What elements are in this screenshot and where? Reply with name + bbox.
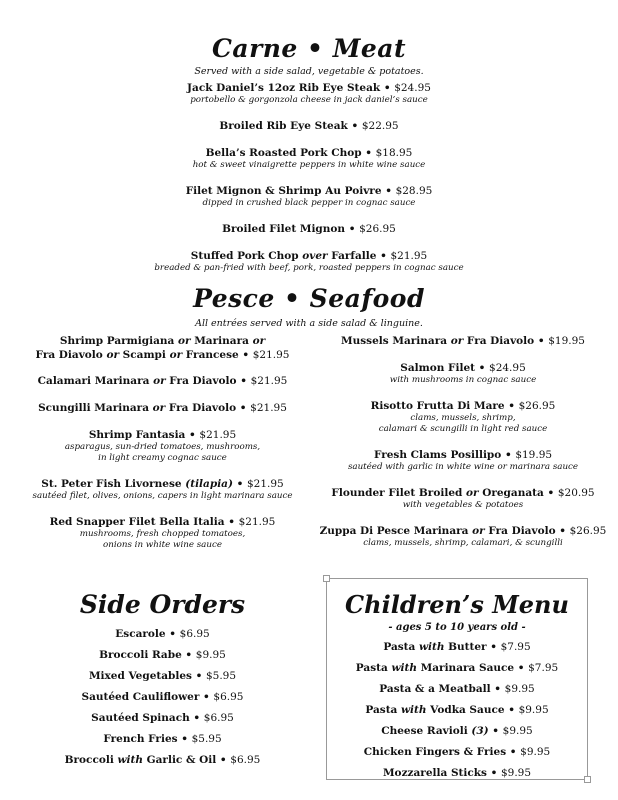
menu-item: Zuppa Di Pesce Marinara or Fra Diavolo • $26.95 clams, mussels, shrimp, calamari, & scungilli: [319, 525, 607, 548]
menu-item: St. Peter Fish Livornese (tilapia) • $21.95 sautéed filet, olives, onions, capers in light marinara sauce: [32, 478, 293, 501]
meat-note: Served with a side salad, vegetable & potatoes.: [194, 66, 424, 77]
menu-item: Broiled Rib Eye Steak • $22.95: [219, 120, 399, 132]
menu-item: Stuffed Pork Chop over Farfalle • $21.95 breaded & pan-fried with beef, pork, roasted peppers in cognac sauce: [154, 250, 464, 273]
menu-item: Flounder Filet Broiled or Oreganata • $20.95 with vegetables & potatoes: [331, 487, 595, 510]
list-item: Broccoli Rabe • $9.95: [99, 649, 226, 661]
list-item: Escarole • $6.95: [115, 628, 210, 640]
menu-item: Jack Daniel’s 12oz Rib Eye Steak • $24.95 portobello & gorgonzola cheese in jack daniel’s sauce: [187, 82, 431, 105]
list-item: Mozzarella Sticks • $9.95: [382, 767, 532, 779]
list-item: Pasta with Vodka Sauce • $9.95: [365, 704, 549, 716]
seafood-note: All entrées served with a side salad & linguine.: [195, 318, 423, 329]
menu-item: Calamari Marinara or Fra Diavolo • $21.95: [37, 375, 288, 387]
menu-item: Broiled Filet Mignon • $26.95: [222, 223, 396, 235]
list-item: Mixed Vegetables • $5.95: [88, 670, 237, 682]
menu-item: Mussels Marinara or Fra Diavolo • $19.95: [341, 335, 585, 347]
menu-item: Red Snapper Filet Bella Italia • $21.95 mushrooms, fresh chopped tomatoes, onions in white wine sauce: [49, 516, 276, 550]
list-item: Cheese Ravioli (3) • $9.95: [381, 725, 533, 737]
kids-section-title: Children’s Menu: [345, 590, 569, 619]
sides-section-title: Side Orders: [79, 590, 246, 619]
list-item: Sautéed Cauliflower • $6.95: [81, 691, 244, 703]
list-item: Sautéed Spinach • $6.95: [91, 712, 234, 724]
menu-item: Shrimp Fantasia • $21.95 asparagus, sun-dried tomatoes, mushrooms, in light creamy cognac sauce: [64, 429, 261, 463]
kids-subtitle: - ages 5 to 10 years old -: [388, 622, 526, 633]
menu-item: Fresh Clams Posillipo • $19.95 sautéed with garlic in white wine or marinara sauce: [347, 449, 579, 472]
list-item: Broccoli with Garlic & Oil • $6.95: [64, 754, 261, 766]
kids-list: [326, 637, 588, 784]
seafood-right-column: [318, 334, 608, 562]
list-item: Pasta & a Meatball • $9.95: [379, 683, 535, 695]
menu-item: Shrimp Parmigiana or Marinara or Fra Diavolo or Scampi or Francese • $21.95: [35, 335, 290, 361]
menu-item: Risotto Frutta Di Mare • $26.95 clams, mussels, shrimp, calamari & scungilli in light red sauce: [370, 400, 556, 434]
seafood-section-title: Pesce • Seafood: [193, 284, 425, 313]
list-item: French Fries • $5.95: [103, 733, 222, 745]
menu-item: Scungilli Marinara or Fra Diavolo • $21.95: [38, 402, 287, 414]
meat-section-title: Carne • Meat: [211, 34, 407, 63]
seafood-left-column: [20, 334, 305, 564]
menu-item: Filet Mignon & Shrimp Au Poivre • $28.95 dipped in crushed black pepper in cognac sauce: [185, 185, 433, 208]
sides-list: [20, 624, 305, 771]
menu-item: Bella’s Roasted Pork Chop • $18.95 hot & sweet vinaigrette peppers in white wine sauce: [192, 147, 426, 170]
list-item: Pasta with Butter • $7.95: [383, 641, 531, 653]
meat-list: [0, 81, 618, 287]
list-item: Pasta with Marinara Sauce • $7.95: [355, 662, 559, 674]
menu-item: Salmon Filet • $24.95 with mushrooms in cognac sauce: [389, 362, 537, 385]
list-item: Chicken Fingers & Fries • $9.95: [363, 746, 551, 758]
